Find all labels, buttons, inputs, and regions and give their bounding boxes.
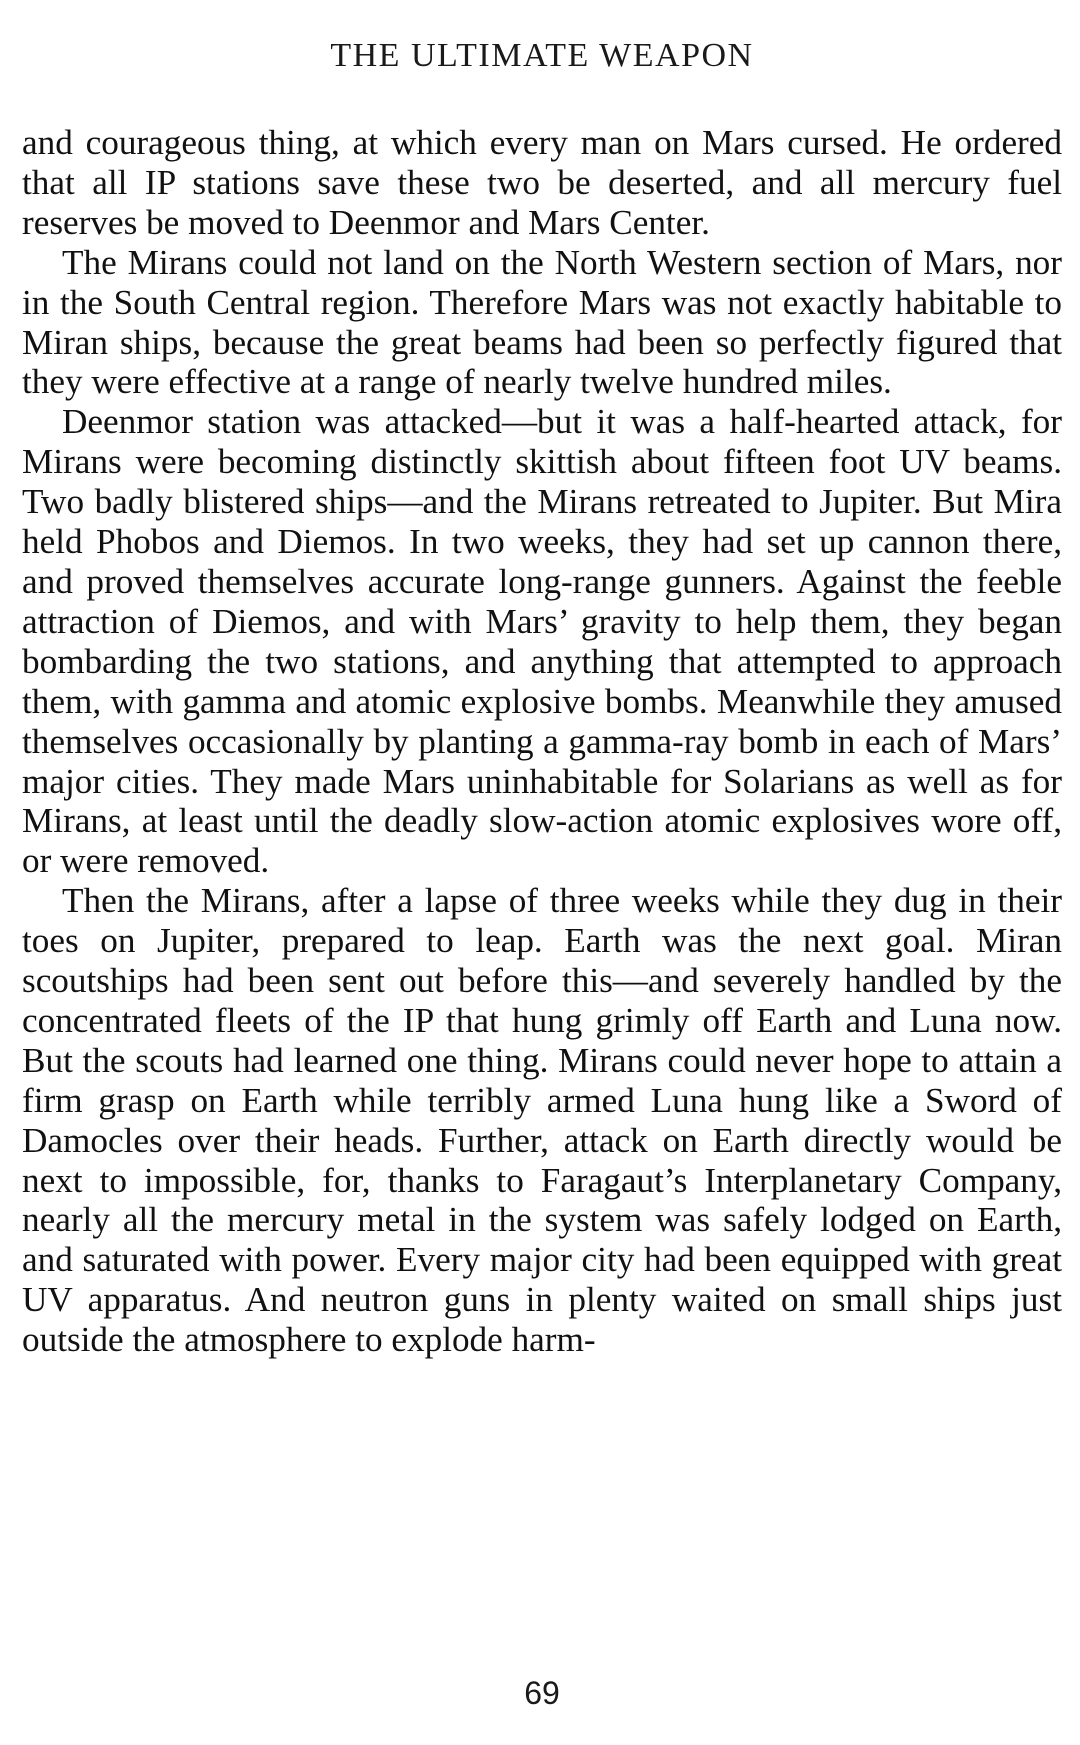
running-head: THE ULTIMATE WEAPON (330, 37, 754, 74)
paragraph: Deenmor station was attacked—but it was a half-hearted attack, for Mirans were becoming distinctly skittish about fifteen foot UV beams. Two badly blistered ships—and the Mirans retreated to Jupiter. But Mira held Phobos and Diemos. In two weeks, they had set up cannon there, and proved themselves accurate long-range gunners. Against the feeble attraction of Diemos, and with Mars’ gravity to help them, they began bombarding the two stations, and anything that attempted to approach them, with gamma and atomic explosive bombs. Meanwhile they amused themselves occasionally by planting a gamma-ray bomb in each of Mars’ major cities. They made Mars uninhabitable for Solarians as well as for Mirans, at least until the deadly slow-action atomic explosives wore off, or were removed. (22, 402, 1062, 881)
page-number: 69 (524, 1675, 560, 1711)
body-text (22, 123, 1062, 1360)
paragraph: The Mirans could not land on the North Western section of Mars, nor in the South Central region. Therefore Mars was not exactly habitable to Miran ships, because the great beams had been so perfectly figured that they were effective at a range of nearly twelve hundred miles. (22, 242, 1062, 402)
book-page (22, 0, 1062, 1745)
paragraph-continued: and courageous thing, at which every man on Mars cursed. He ordered that all IP stations save these two be deserted, and all mercury fuel reserves be moved to Deenmor and Mars Center. (22, 123, 1062, 242)
paragraph: Then the Mirans, after a lapse of three weeks while they dug in their toes on Jupiter, prepared to leap. Earth was the next goal. Miran scoutships had been sent out before this—and severely handled by the concentrated fleets of the IP that hung grimly off Earth and Luna now. But the scouts had learned one thing. Mirans could never hope to attain a firm grasp on Earth while terribly armed Luna hung like a Sword of Damocles over their heads. Further, attack on Earth directly would be next to impossible, for, thanks to Faragaut’s Interplanetary Company, nearly all the mercury metal in the system was safely lodged on Earth, and saturated with power. Every major city had been equipped with great UV apparatus. And neutron guns in plenty waited on small ships just outside the atmosphere to explode harm- (22, 881, 1062, 1360)
